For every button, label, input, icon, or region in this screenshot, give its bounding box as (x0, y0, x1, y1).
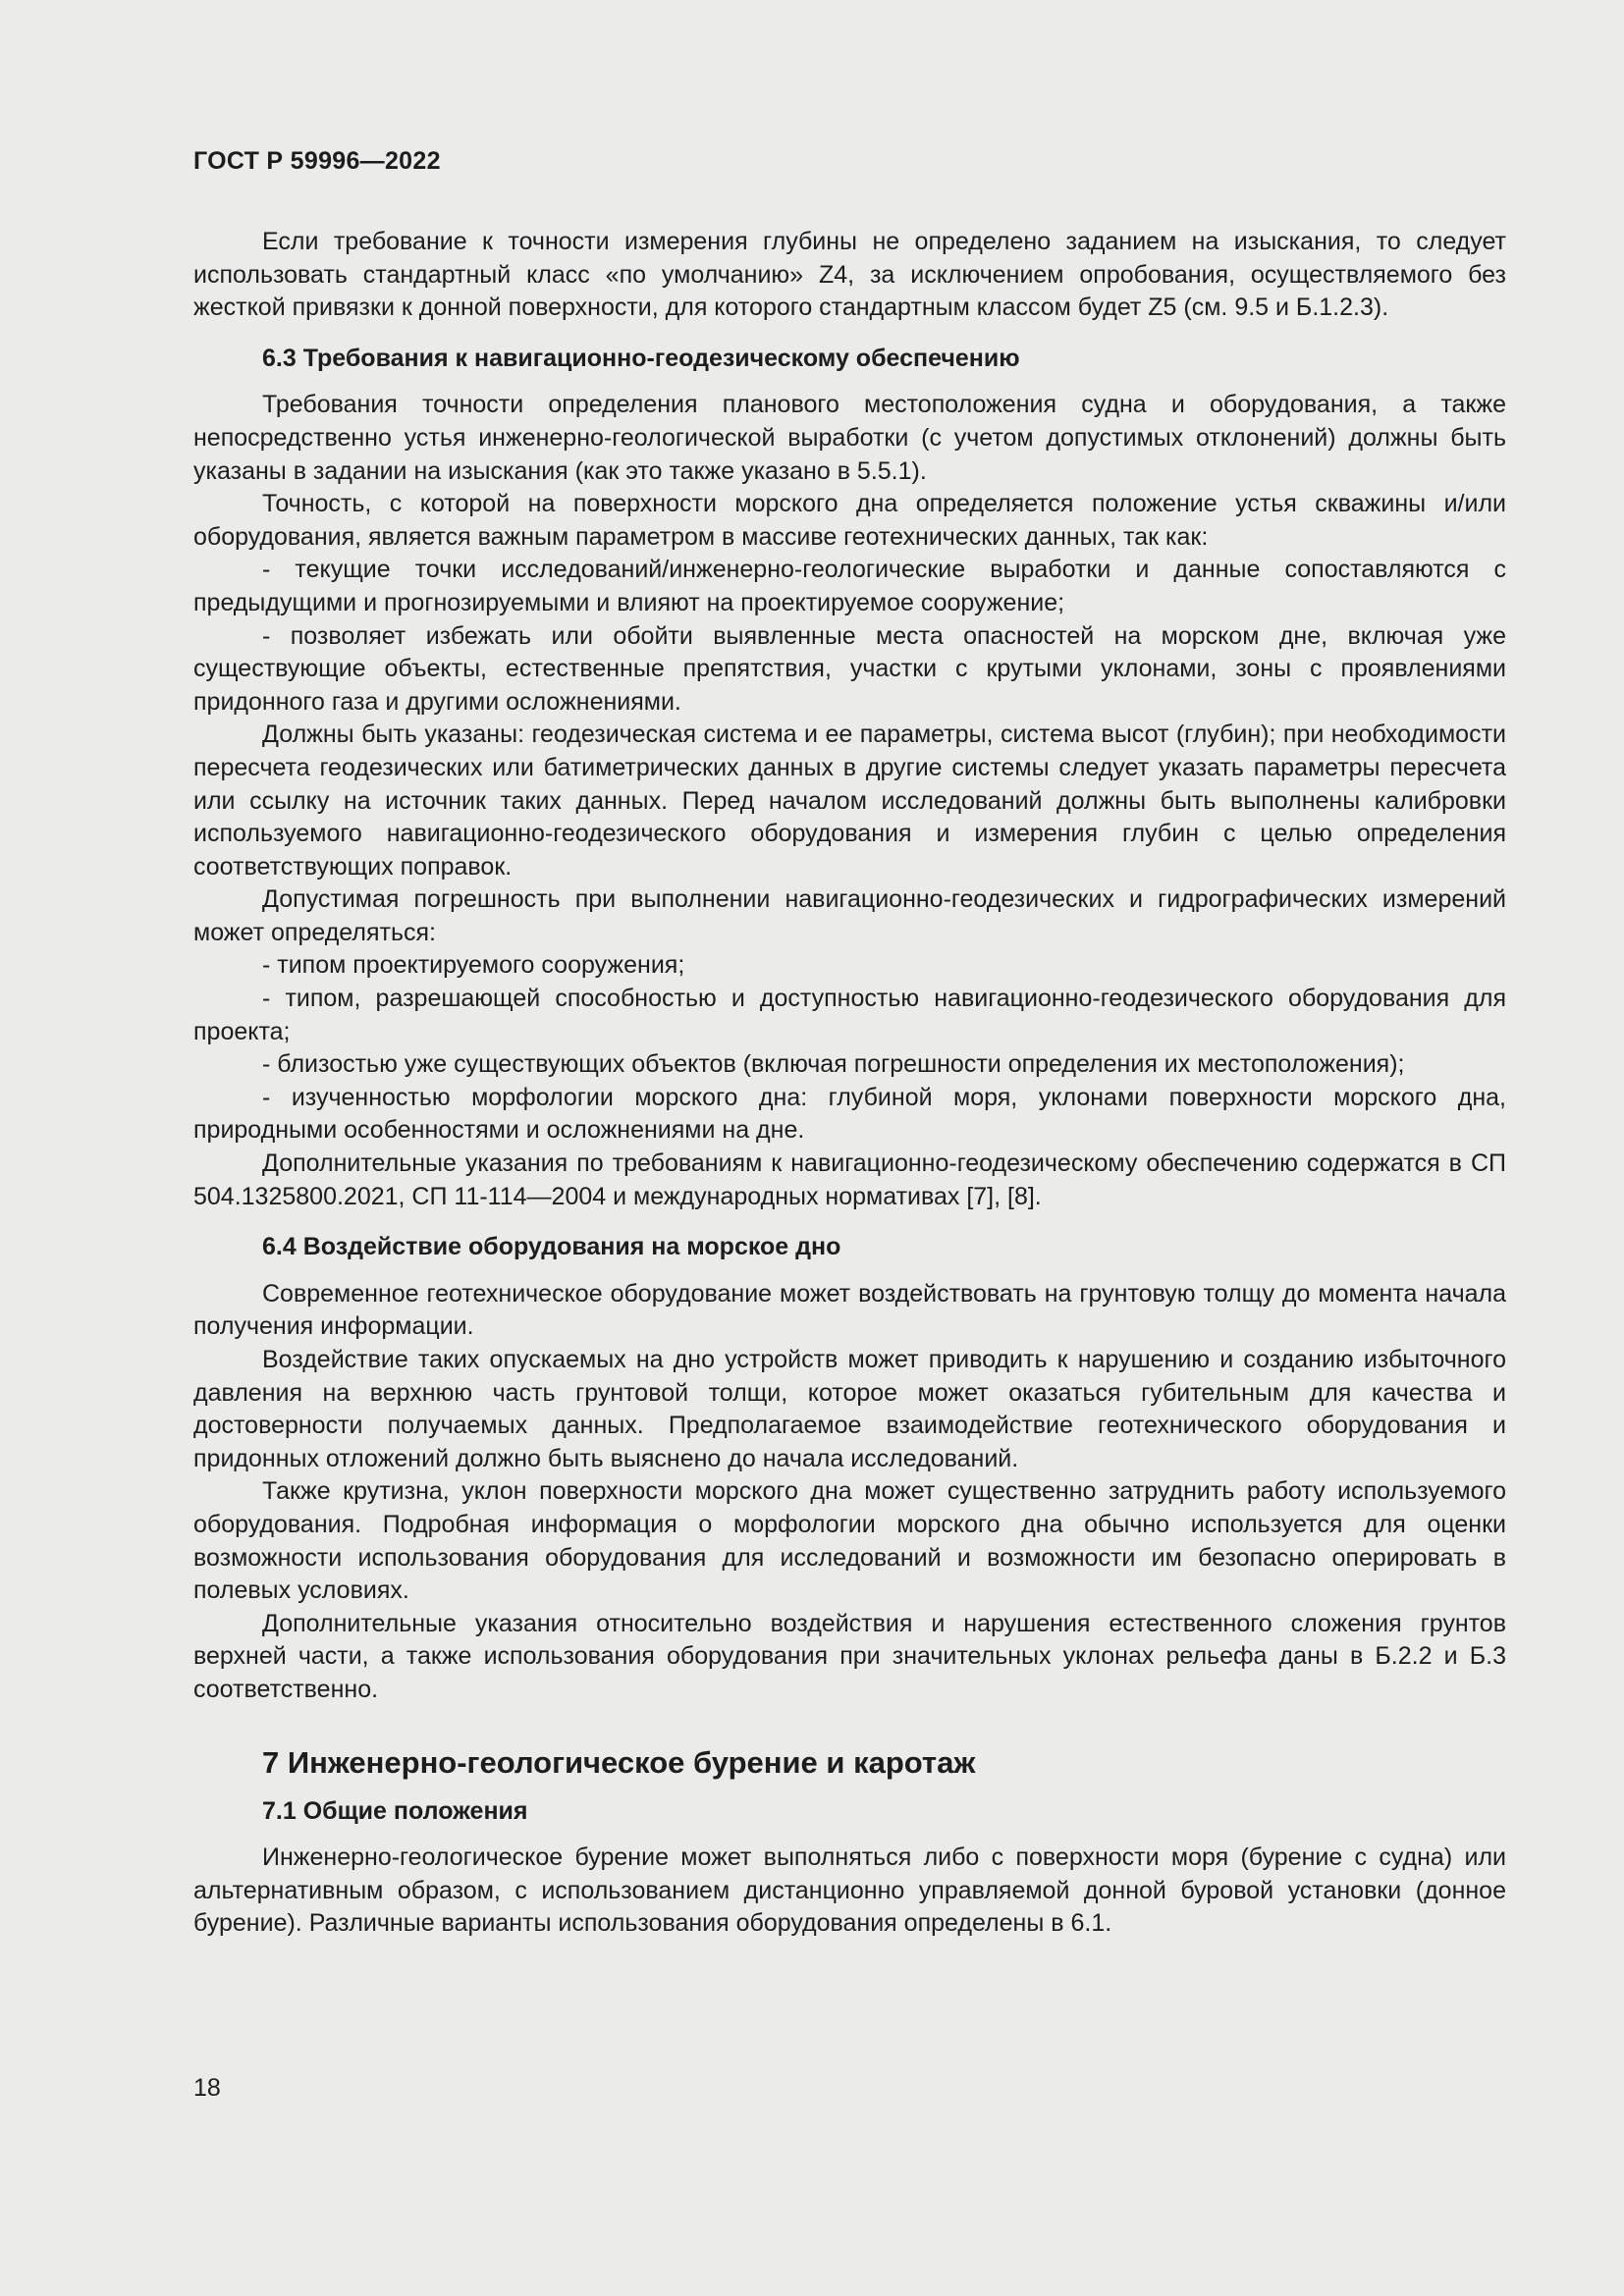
spacer (193, 325, 1506, 343)
spacer (193, 1707, 1506, 1744)
subsection-heading: 7.1 Общие положения (262, 1796, 528, 1825)
document-body (193, 226, 1506, 1941)
spacer (193, 1782, 1506, 1795)
paragraph: - типом проектируемого сооружения; (262, 951, 685, 980)
spacer (193, 1828, 1506, 1842)
paragraph: - текущие точки исследований/инженерно-геологические выработки и данные сопоставляются с предыдущими и прогнозируемыми и влияют на проектируемое сооружение; (193, 556, 1506, 616)
spacer (193, 375, 1506, 389)
paragraph: Если требование к точности измерения глубины не определено заданием на изыскания, то следует использовать стандартный класс «по умолчанию» Z4, за исключением опробования, осуществляемого без жесткой привязки к донной поверхности, для которого стандартным классом будет Z5 (см. 9.5 и Б.1.2.3). (193, 228, 1506, 322)
paragraph: Должны быть указаны: геодезическая система и ее параметры, система высот (глубин); при необходимости пересчета геодезических или батиметрических данных в другие системы следует указать параметры пересчета или ссылку на источник таких данных. Перед началом исследований должны быть выполнены калибровки используемого навигационно-геодезического оборудования и измерения глубин с целью определения соответствующих поправок. (193, 721, 1506, 881)
page-number: 18 (193, 2074, 221, 2102)
spacer (193, 1264, 1506, 1278)
spacer (193, 1213, 1506, 1231)
document-header: ГОСТ Р 59996—2022 (193, 147, 441, 175)
paragraph: - позволяет избежать или обойти выявленные места опасностей на морском дне, включая уже существующие объекты, естественные препятствия, участки с крутыми уклонами, зоны с проявлениями придонного газа и другими осложнениями. (193, 621, 1506, 716)
paragraph: Точность, с которой на поверхности морского дна определяется положение устья скважины и/или оборудования, является важным параметром в массиве геотехнических данных, так как: (193, 490, 1506, 551)
section-heading: 7 Инженерно-геологическое бурение и каротаж (262, 1744, 976, 1780)
paragraph: - изученностью морфологии морского дна: глубиной моря, уклонами поверхности морского дна, природными особенностями и осложнениями на дне. (193, 1083, 1506, 1145)
paragraph: Требования точности определения планового местоположения судна и оборудования, а также непосредственно устья инженерно-геологической выработки (с учетом допустимых отклонений) должны быть указаны в задании на изыскания (как это также указано в 5.5.1). (193, 391, 1506, 485)
paragraph: Также крутизна, уклон поверхности морского дна может существенно затруднить работу используемого оборудования. Подробная информация о морфологии морского дна обычно используется для оценки возможности использования оборудования для исследований и возможности им безопасно оперировать в полевых условиях. (193, 1477, 1506, 1605)
paragraph: Современное геотехническое оборудование может воздействовать на грунтовую толщу до момента начала получения информации. (193, 1279, 1506, 1341)
paragraph: Воздействие таких опускаемых на дно устройств может приводить к нарушению и созданию избыточного давления на верхнюю часть грунтовой толщи, которое может оказаться губительным для качества и достоверности получаемых данных. Предполагаемое взаимодействие геотехнического оборудования и придонных отложений должно быть выяснено до начала исследований. (193, 1346, 1506, 1472)
paragraph: - близостью уже существующих объектов (включая погрешности определения их местоположения); (262, 1050, 1405, 1079)
paragraph: Допустимая погрешность при выполнении навигационно-геодезических и гидрографических измерений может определяться: (193, 885, 1506, 946)
subsection-heading: 6.4 Воздействие оборудования на морское дно (262, 1233, 841, 1261)
paragraph: Дополнительные указания относительно воздействия и нарушения естественного сложения грунтов верхней части, а также использования оборудования при значительных уклонах рельефа даны в Б.2.2 и Б.3 соответственно. (193, 1609, 1506, 1703)
paragraph: Инженерно-геологическое бурение может выполняться либо с поверхности моря (бурение с судна) или альтернативным образом, с использованием дистанционно управляемой донной буровой установки (донное бурение). Различные варианты использования оборудования определены в 6.1. (193, 1843, 1506, 1938)
subsection-heading: 6.3 Требования к навигационно-геодезическому обеспечению (262, 344, 1020, 372)
paragraph: - типом, разрешающей способностью и доступностью навигационно-геодезического оборудования для проекта; (193, 985, 1506, 1045)
paragraph: Дополнительные указания по требованиям к навигационно-геодезическому обеспечению содержатся в СП 504.1325800.2021, СП 11-114—2004 и международных нормативах [7], [8]. (193, 1149, 1506, 1210)
